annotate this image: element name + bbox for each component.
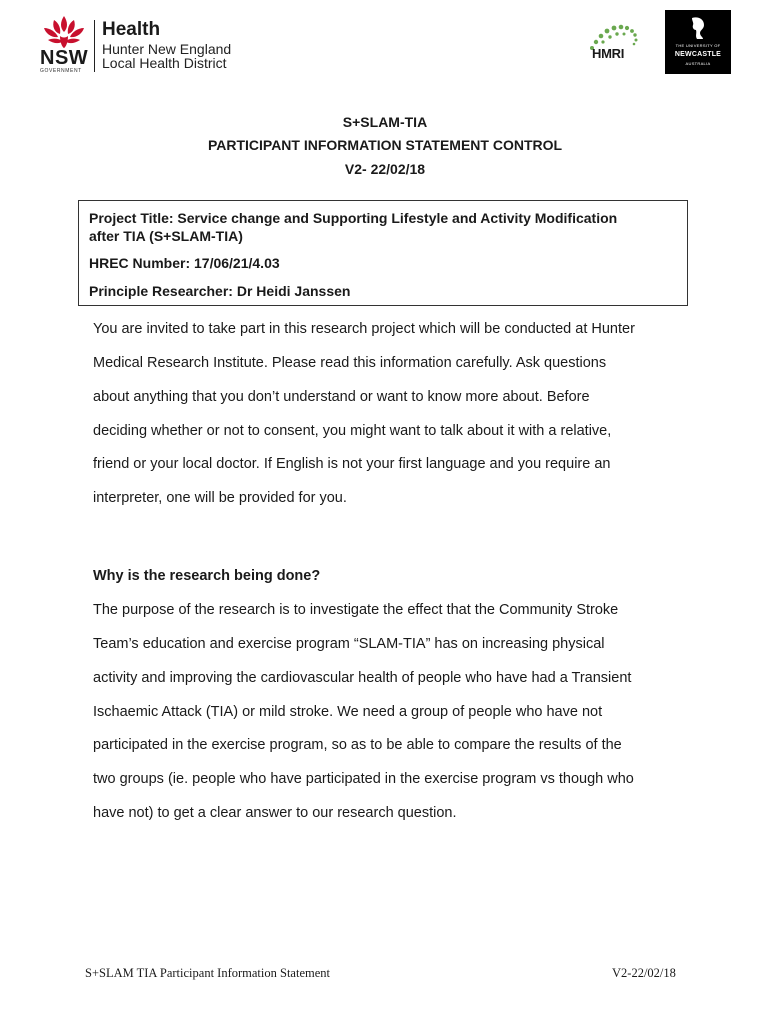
hmri-logo (586, 22, 642, 66)
waratah-icon (38, 14, 90, 50)
paragraph-line: two groups (ie. people who have participated in the exercise program vs though who (93, 771, 634, 787)
seahorse-crest-icon (688, 16, 708, 40)
nsw-health-logo (38, 14, 258, 74)
paragraph-line: friend or your local doctor. If English is not your first language and you require an (93, 456, 611, 472)
section-heading: Why is the research being done? (93, 568, 321, 584)
nsw-government-label: GOVERNMENT (40, 68, 82, 74)
uon-line2: NEWCASTLE (674, 51, 722, 58)
paragraph-line: activity and improving the cardiovascular health of people who have had a Transient (93, 670, 632, 686)
paragraph-line: participated in the exercise program, so as to be able to compare the results of the (93, 737, 622, 753)
logo-divider (94, 20, 95, 72)
document-subtitle: PARTICIPANT INFORMATION STATEMENT CONTROL (207, 137, 563, 153)
paragraph-line: have not) to get a clear answer to our research question. (93, 805, 457, 821)
document-title: S+SLAM-TIA (342, 114, 428, 130)
paragraph-line: You are invited to take part in this research project which will be conducted at Hunter (93, 321, 635, 337)
paragraph-line: The purpose of the research is to investigate the effect that the Community Stroke (93, 602, 619, 618)
paragraph-line: about anything that you don’t understand or want to know more about. Before (93, 389, 590, 405)
uon-line1: THE UNIVERSITY OF (675, 43, 721, 48)
paragraph-line: Ischaemic Attack (TIA) or mild stroke. We need a group of people who have not (93, 704, 603, 720)
health-district-line2: Local Health District (102, 55, 227, 71)
paragraph-line: Team’s education and exercise program “SLAM-TIA” has on increasing physical (93, 636, 605, 652)
paragraph-line: Medical Research Institute. Please read this information carefully. Ask questions (93, 355, 607, 371)
health-district-line1: Hunter New England (102, 41, 232, 57)
uon-line3: AUSTRALIA (685, 61, 711, 66)
paragraph-line: deciding whether or not to consent, you might want to talk about it with a relative, (93, 423, 612, 439)
project-title-line1: Project Title: Service change and Supporting Lifestyle and Activity Modification (89, 210, 618, 226)
principal-researcher: Principle Researcher: Dr Heidi Janssen (89, 283, 351, 299)
uon-logo (665, 10, 731, 74)
footer-version: V2-22/02/18 (612, 966, 676, 980)
document-version: V2- 22/02/18 (344, 161, 426, 177)
nsw-wordmark: NSW (40, 47, 89, 69)
project-title-line2: after TIA (S+SLAM-TIA) (89, 228, 243, 244)
hrec-number: HREC Number: 17/06/21/4.03 (89, 255, 280, 271)
project-info-box (78, 200, 688, 306)
paragraph-line: interpreter, one will be provided for you. (93, 490, 347, 506)
footer-document-name: S+SLAM TIA Participant Information Statement (85, 966, 330, 980)
hmri-wordmark: HMRI (592, 46, 625, 61)
health-title: Health (102, 19, 161, 40)
